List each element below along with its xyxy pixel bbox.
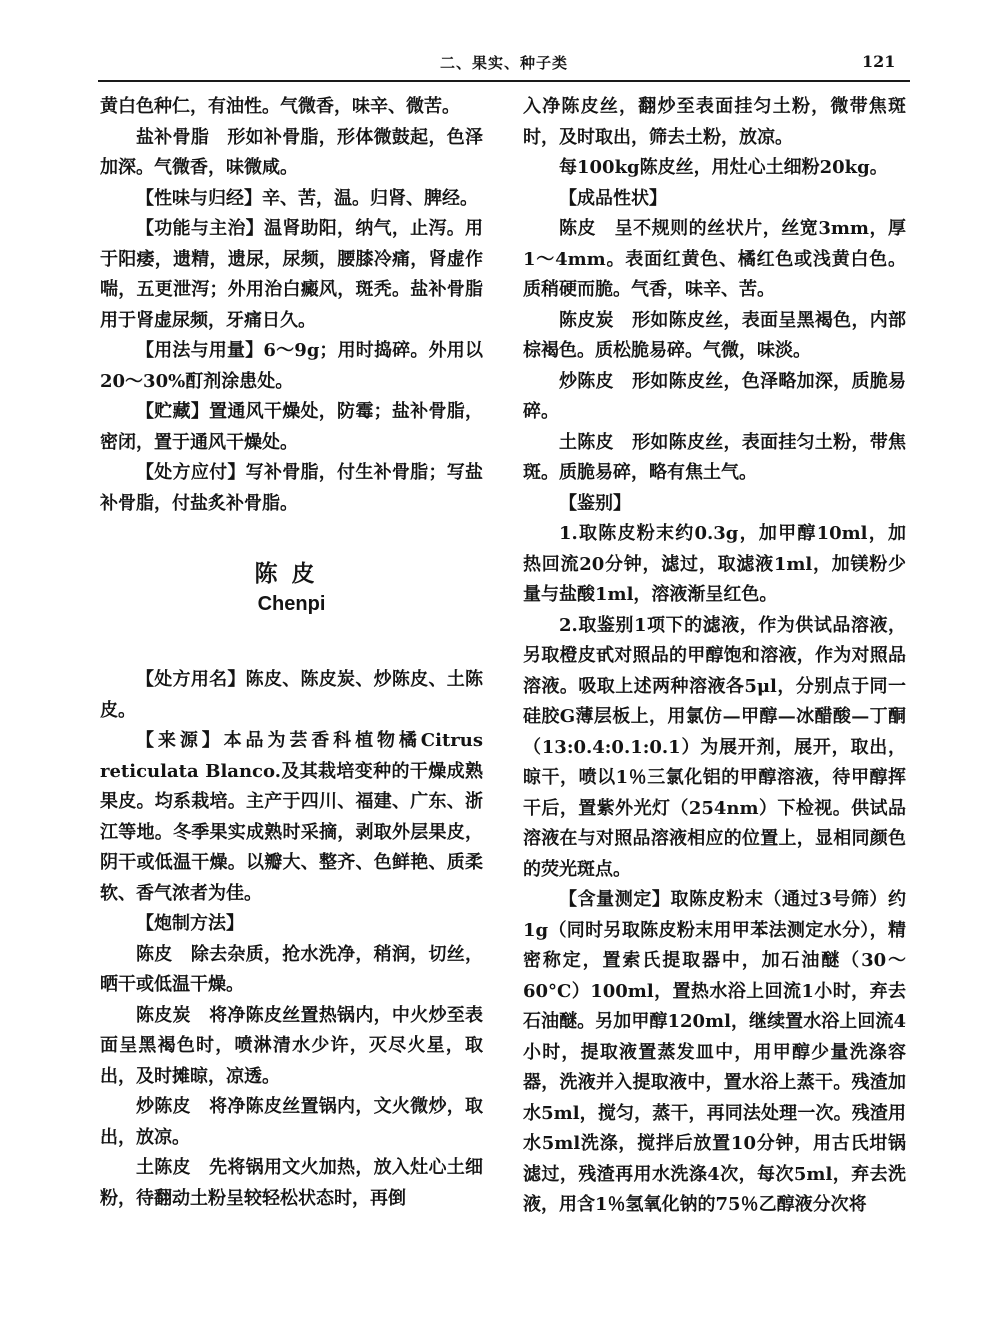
entry-title: 陈皮	[254, 560, 329, 587]
paragraph: 【用法与用量】6～9g；用时捣碎。外用以20～30%酊剂涂患处。	[100, 340, 483, 392]
running-title: 二、果实、种子类	[440, 54, 569, 72]
right-column	[523, 92, 906, 1221]
entry-pinyin: Chenpi	[257, 593, 326, 615]
paragraph: 陈皮 除去杂质，抢水洗净，稍润，切丝，晒干或低温干燥。	[100, 943, 483, 995]
paragraph: 【来源】本品为芸香科植物橘Citrus reticulata Blanco.及其栽培变种的干燥成熟果皮。均系栽培。主产于四川、福建、广东、浙江等地。冬季果实成熟时采摘，剥取外层果皮，阴干或低温干燥。以瓣大、整齐、色鲜艳、质柔软、香气浓者为佳。	[100, 730, 483, 904]
section-spacer	[100, 519, 483, 549]
paragraph: 【处方用名】陈皮、陈皮炭、炒陈皮、土陈皮。	[100, 669, 483, 721]
paragraph: 【性味与归经】辛、苦，温。归肾、脾经。	[136, 187, 478, 209]
paragraph: 盐补骨脂 形如补骨脂，形体微鼓起，色泽加深。气微香，味微咸。	[100, 126, 483, 178]
paragraph: 土陈皮 形如陈皮丝，表面挂匀土粉，带焦斑。质脆易碎，略有焦土气。	[523, 431, 906, 483]
header-rule	[98, 80, 910, 82]
paragraph: 土陈皮 先将锅用文火加热，放入灶心土细粉，待翻动土粉呈较轻松状态时，再倒	[100, 1157, 483, 1209]
paragraph: 陈皮炭 形如陈皮丝，表面呈黑褐色，内部棕褐色。质松脆易碎。气微，味淡。	[523, 309, 906, 361]
page-number: 121	[862, 52, 896, 71]
paragraph: 【鉴别】	[559, 492, 631, 514]
paragraph: 入净陈皮丝，翻炒至表面挂匀土粉，微带焦斑时，及时取出，筛去土粉，放凉。	[523, 96, 906, 148]
paragraph: 炒陈皮 形如陈皮丝，色泽略加深，质脆易碎。	[523, 370, 906, 422]
paragraph: 【含量测定】取陈皮粉末（通过3号筛）约1g（同时另取陈皮粉末用甲苯法测定水分），精密称定，置索氏提取器中，加石油醚（30～60°C）100ml，置热水浴上回流1小时，弃去石油醚。另加甲醇120ml，继续置水浴上回流4小时，提取液置蒸发皿中，用甲醇少量洗涤容器，洗液并入提取液中，置水浴上蒸干。残渣加水5ml，搅匀，蒸干，再同法处理一次。残渣用水5ml洗涤，搅拌后放置10分钟，用古氏坩锅滤过，残渣再用水洗涤4次，每次5ml，弃去洗液，用含1％氢氧化钠的75％乙醇液分次将	[523, 889, 907, 1215]
left-column	[100, 92, 483, 1214]
paragraph: 【处方应付】写补骨脂，付生补骨脂；写盐补骨脂，付盐炙补骨脂。	[100, 462, 483, 514]
paragraph: 陈皮炭 将净陈皮丝置热锅内，中火炒至表面呈黑褐色时，喷淋清水少许，灭尽火星，取出，及时摊晾，凉透。	[100, 1004, 483, 1087]
paragraph: 【功能与主治】温肾助阳，纳气，止泻。用于阳痿，遗精，遗尿，尿频，腰膝冷痛，肾虚作喘，五更泄泻；外用治白癜风，斑秃。盐补骨脂用于肾虚尿频，牙痛日久。	[100, 218, 483, 331]
paragraph: 【炮制方法】	[136, 913, 244, 934]
paragraph: 陈皮 呈不规则的丝状片，丝宽3mm，厚1～4mm。表面红黄色、橘红色或浅黄白色。质稍硬而脆。气香，味辛、苦。	[523, 218, 906, 300]
paragraph: 2.取鉴别1项下的滤液，作为供试品溶液，另取橙皮甙对照品的甲醇饱和溶液，作为对照品溶液。吸取上述两种溶液各5μl，分别点于同一硅胶G薄层板上，用氯仿—甲醇—冰醋酸—丁酮（13:0.4:0.1:0.1）为展开剂，展开，取出，晾干，喷以1％三氯化铝的甲醇溶液，待甲醇挥干后，置紫外光灯（254nm）下检视。供试品溶液在与对照品溶液相应的位置上，显相同颜色的荧光斑点。	[523, 614, 906, 880]
paragraph: 黄白色种仁，有油性。气微香，味辛、微苦。	[100, 96, 460, 117]
paragraph: 【贮藏】置通风干燥处，防霉；盐补骨脂，密闭，置于通风干燥处。	[100, 401, 483, 453]
paragraph: 1.取陈皮粉末约0.3g，加甲醇10ml，加热回流20分钟，滤过，取滤液1ml，加镁粉少量与盐酸1ml，溶液渐呈红色。	[523, 523, 906, 605]
paragraph: 炒陈皮 将净陈皮丝置锅内，文火微炒，取出，放凉。	[100, 1096, 483, 1148]
paragraph: 每100kg陈皮丝，用灶心土细粉20kg。	[559, 157, 888, 178]
paragraph: 【成品性状】	[559, 187, 667, 209]
